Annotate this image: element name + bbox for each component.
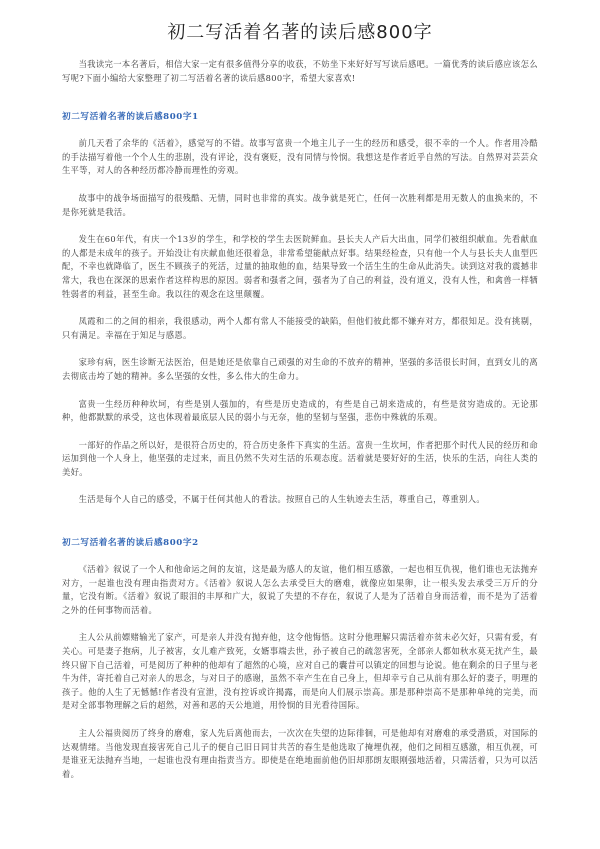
section-heading-1: 初二写活着名著的读后感800字1 bbox=[62, 112, 199, 123]
section-heading-2: 初二写活着名著的读后感800字2 bbox=[62, 538, 199, 549]
intro-paragraph: 当我读完一本名著后，相信大家一定有很多值得分享的收获，不妨坐下来好好写写读后感吧。一篇优秀的读后感应该怎么写呢?下面小编给大家整理了初二写活着名著的读后感800字，希望大家喜欢! bbox=[62, 59, 538, 83]
section-2-paragraph: 主人公从前嫖赌输光了家产，可是亲人并没有抛弃他，这令他悔悟。这时分他理解只需活着亦贫未必欠好，只需有爱，有关心。可是妻子抱病，儿子被害，女儿难产致死，女婿事端去世，孙子被自己的疏忽害死，全部亲人都如秋水莫无扰产生，最终只留下自己活着，可是阅历了种种的他却有了超然的心境，应对自己的囊昔可以镇定的回想与论说。他在剩余的日子里与老牛为伴，寄托着自己对亲人的思念，与对日子的感谢，虽然不幸产生在自己身上，但却幸亏自己从前有那么好的妻子，明理的孩子。他的人生了无憾憾!作者没有宣泄，没有控诉或许揭露，而是向人们展示崇高。那是那种崇高不是那种单纯的完美，而是对全部事物理解之后的超然，对善和恶的天公地道，用怜悯的目光看待国际。 bbox=[62, 632, 538, 711]
section-1-paragraph: 生活是每个人自己的感受，不属于任何其他人的看法。按照自己的人生轨迹去生活，尊重自己，尊重别人。 bbox=[78, 494, 486, 505]
section-1-paragraph: 前几天看了余华的《活着》，感觉写的不错。故事写富贵一个地主儿子一生的经历和感受，很不幸的一个人。作者用冷酷的手法描写着他一个个人生的悲剧，没有评论，没有褒贬，没有同情与怜悯。我想这是作者近乎自然的写法。自然界对芸芸众生平等，对人的各种经历都冷静而理性的旁观。 bbox=[62, 138, 538, 176]
section-1-paragraph: 发生在60年代，有庆一个13岁的学生，和学校的学生去医院鲜血。县长夫人产后大出血，同学们被组织献血。先看献血的人都是未成年的孩子。开始没让有庆献血他还很着急，非常希望能献点好事。结果经检查，只有他一个人与县长夫人血型匹配，不幸也就降临了，医生不顾孩子的死活，过量的抽取他的血，结果导致一个活生生的生命从此消失。读到这对我的震撼非常大，我也在深深的思索作者这样构思的原因。弱者和强者之间，强者为了自己的利益，没有道义，没有人性，和禽兽一样牺牲弱者的利益，甚至生命。我以往的观念在这里颠覆。 bbox=[62, 234, 538, 299]
section-2-paragraph: 《活着》叙说了一个人和他命运之间的友谊，这是最为感人的友谊，他们相互感激，一起也相互仇视，他们谁也无法抛弃对方，一起谁也没有理由指责对方。《活着》叙说人怎么去承受巨大的磨难，就像应如果卵，让一根头发去承受三万斤的分量，它没有断。《活着》叙说了眼泪的丰厚和广大，叙说了失望的不存在，叙说了人是为了活着自身而活着，而不是为了活着之外的任何事物而活着。 bbox=[62, 564, 538, 615]
section-1-paragraph: 一部好的作品之所以好，是很符合历史的，符合历史条件下真实的生活。富贵一生坎坷，作者把那个时代人民的经历和命运加到他一个人身上，他坚强的走过来，而且仍然不失对生活的乐观态度。活着就是要好好的生活，快乐的生活，向往人类的美好。 bbox=[62, 439, 538, 477]
section-1-paragraph: 故事中的战争场面描写的很残酷、无情，同时也非常的真实。战争就是死亡，任何一次胜利都是用无数人的血换来的，不是你死就是我活。 bbox=[62, 192, 538, 217]
section-1-paragraph: 富贵一生经历种种坎坷，有些是别人强加的，有些是历史造成的，有些是自己胡来造成的，有些是贫穷造成的。无论那种，他都默默的承受，这也体现着最底层人民的弱小与无奈，他的坚韧与坚强，悲伤中殊就的乐观。 bbox=[62, 398, 538, 423]
section-1-paragraph: 家珍有病，医生诊断无法医治，但是她还是依靠自己顽强的对生命的不放弃的精神，坚强的多活很长时间，直到女儿的离去彻底击垮了她的精神。多么坚强的女性，多么伟大的生命力。 bbox=[62, 357, 538, 381]
section-2-paragraph: 主人公福贵阅历了终身的磨难，家人先后离他而去，一次次在失望的边际徘徊，可是他却有对磨难的承受潜质，对国际的达观情绪。当他发现直接害死自己儿子的便自己旧日同甘共苦的春生是他选取了掩埋仇视，他们之间相互感激，相互仇视，可是谁亚无法抛弃当地，一起谁也没有理由指责当方。即使是在绝地面前他仍旧却那朗友眼刚强地活着，只需活着，只为可以活着。 bbox=[62, 728, 538, 779]
page-title: 初二写活着名著的读后感800字 bbox=[167, 22, 433, 43]
section-1-paragraph: 凤霞和二的之间的相亲，我很感动，两个人都有常人不能接受的缺陷，但他们彼此都不嫌弃对方，都很知足。没有挑剔，只有满足。幸福在于知足与感恩。 bbox=[62, 316, 538, 340]
